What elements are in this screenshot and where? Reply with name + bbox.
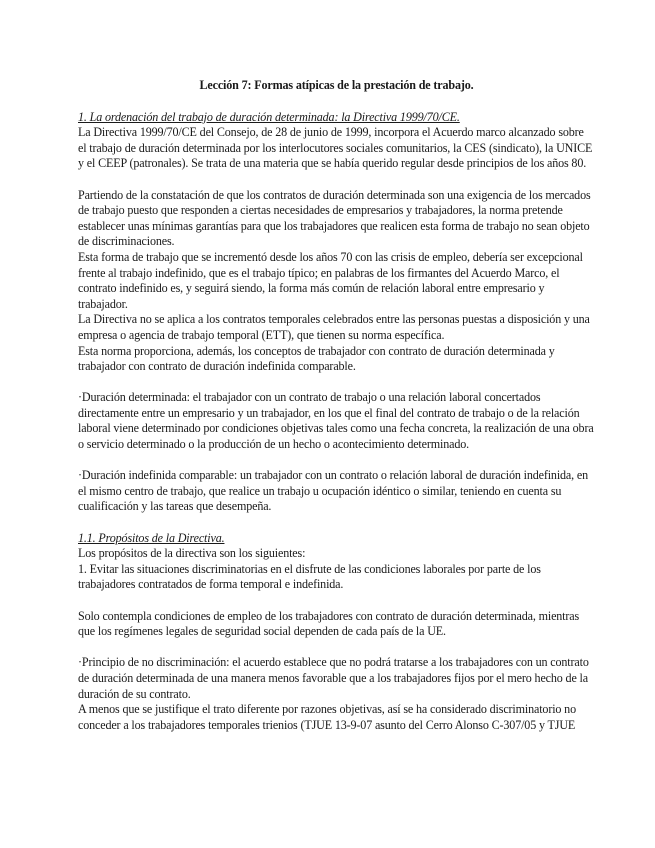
paragraph: 1. Evitar las situaciones discriminatorias en el disfrute de las condiciones laborales por parte de los trabajadores contratados de forma temporal e indefinida. bbox=[78, 561, 541, 592]
paragraph: Partiendo de la constatación de que los contratos de duración determinada son una exigencia de los mercados de trabajo puesto que responden a ciertas necesidades de empresarios y trabajadores, la norma pretende establecer unas mínimas garantías para que los trabajadores que realicen esta forma de trabajo no sean objeto de discriminaciones. bbox=[78, 187, 591, 249]
paragraph: Esta norma proporciona, además, los conceptos de trabajador con contrato de duración determinada y trabajador con contrato de duración indefinida comparable. bbox=[78, 343, 555, 374]
paragraph-spacer bbox=[78, 453, 595, 469]
paragraph: Solo contempla condiciones de empleo de los trabajadores con contrato de duración determinada, mientras que los regímenes legales de seguridad social dependen de cada país de la UE. bbox=[78, 608, 580, 639]
paragraph-spacer bbox=[78, 172, 595, 188]
paragraph: La Directiva 1999/70/CE del Consejo, de 28 de junio de 1999, incorpora el Acuerdo marco alcanzado sobre el trabajo de duración determinada por los interlocutores sociales comunitarios, la CES (sindicato), la UNICE y el CEEP (patronales). Se trata de una materia que se había querido regular desde principios de los años 80. bbox=[78, 125, 593, 171]
paragraph-spacer bbox=[78, 640, 595, 656]
page-title: Lección 7: Formas atípicas de la prestación de trabajo. bbox=[199, 78, 474, 92]
paragraph: Esta forma de trabajo que se incrementó desde los años 70 con las crisis de empleo, debería ser excepcional frente al trabajo indefinido, que es el trabajo típico; en palabras de los firmantes del Acuerdo Marco, el contrato indefinido es, y seguirá siendo, la forma más común de relación laboral entre empresario y trabajador. bbox=[78, 249, 583, 311]
section-heading: 1.1. Propósitos de la Directiva. bbox=[78, 530, 225, 545]
paragraph: La Directiva no se aplica a los contratos temporales celebrados entre las personas puestas a disposición y una empresa o agencia de trabajo temporal (ETT), que tienen su norma específica. bbox=[78, 312, 590, 342]
paragraph: ·Principio de no discriminación: el acuerdo establece que no podrá tratarse a los trabajadores con un contrato de duración determinada de una manera menos favorable que a los trabajadores fijos por el mero hecho de la duración de su contrato. bbox=[78, 655, 589, 701]
paragraph-spacer bbox=[78, 375, 595, 391]
paragraph: Los propósitos de la directiva son los siguientes: bbox=[78, 546, 306, 561]
paragraph: A menos que se justifique el trato diferente por razones objetivas, así se ha considerado discriminatorio no conceder a los trabajadores temporales trienios (TJUE 13-9-07 asunto del Cerro Alonso C-307/05 y TJUE bbox=[78, 702, 576, 732]
section-heading: 1. La ordenación del trabajo de duración determinada: la Directiva 1999/70/CE. bbox=[78, 109, 460, 124]
document-body bbox=[78, 110, 595, 734]
paragraph: ·Duración indefinida comparable: un trabajador con un contrato o relación laboral de duración indefinida, en el mismo centro de trabajo, que realice un trabajo u ocupación idéntico o similar, teniendo en cuenta su cualificación y las tareas que desempeña. bbox=[78, 468, 589, 514]
paragraph-spacer bbox=[78, 515, 595, 531]
paragraph-spacer bbox=[78, 593, 595, 609]
paragraph: ·Duración determinada: el trabajador con un contrato de trabajo o una relación laboral concertados directamente entre un empresario y un trabajador, en los que el final del contrato de trabajo o de la relación laboral viene determinado por condiciones objetivas tales como una fecha concreta, la realización de una obra o servicio determinado o la producción de un hecho o acontecimiento determinado. bbox=[78, 390, 594, 452]
